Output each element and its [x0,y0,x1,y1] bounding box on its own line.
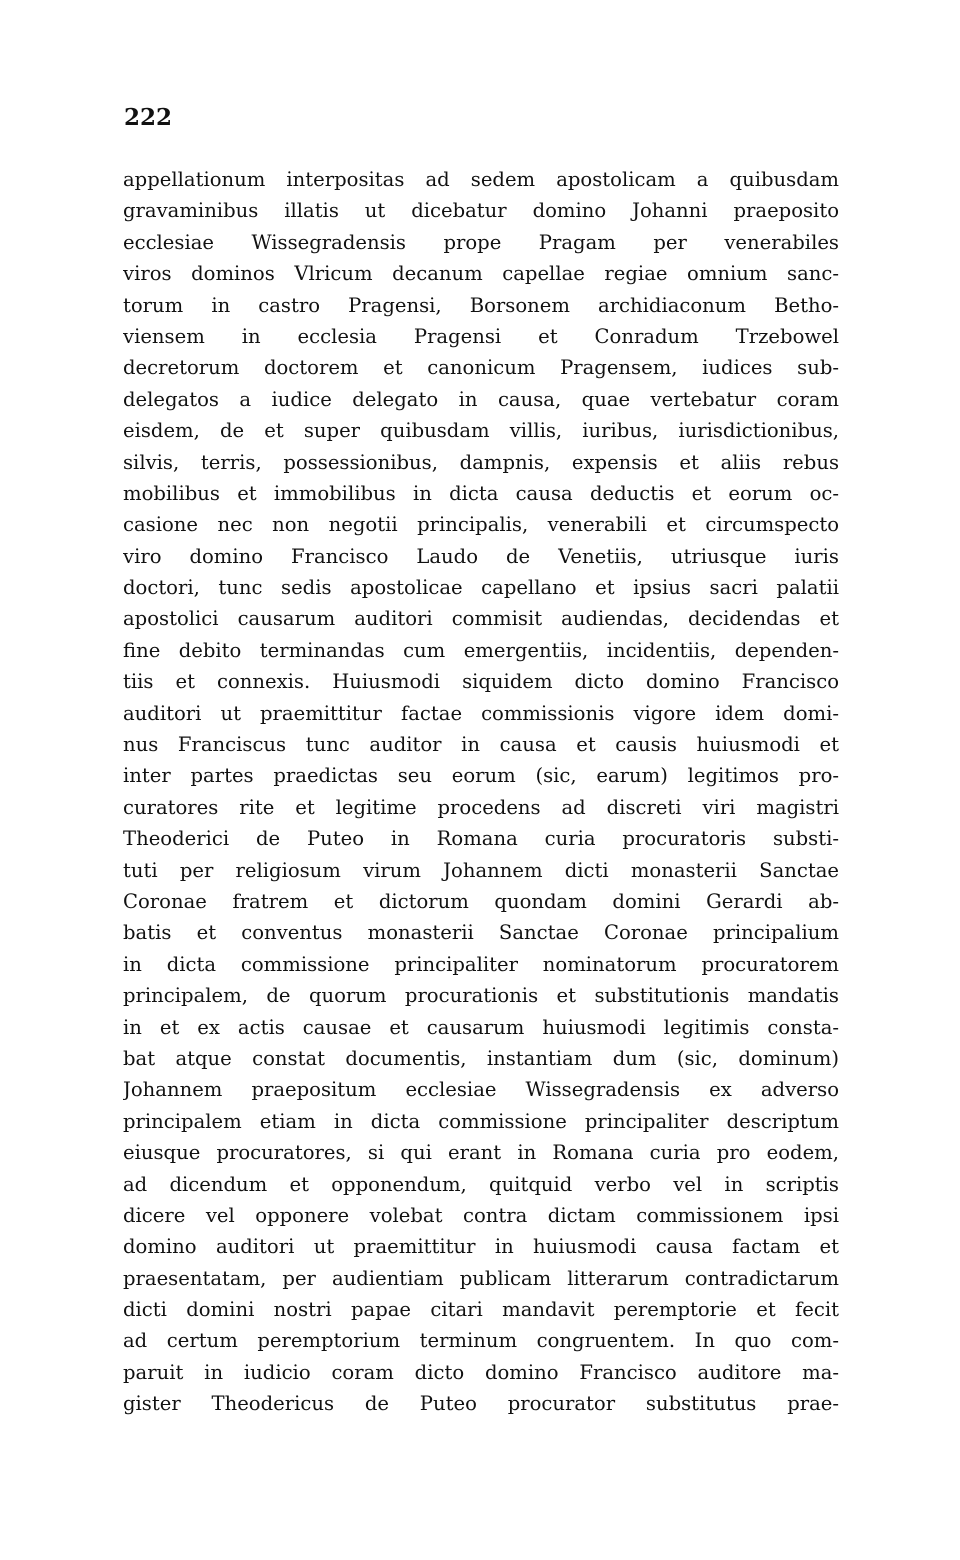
text-line: batis et conventus monasterii Sanctae Coronae principalium [123,921,839,945]
text-line: nus Franciscus tunc auditor in causa et causis huiusmodi et [123,733,839,757]
text-line: Johannem praepositum ecclesiae Wissegradensis ex adverso [123,1078,839,1102]
text-line: mobilibus et immobilibus in dicta causa deductis et eorum oc- [123,481,839,505]
text-line: dicti domini nostri papae citari mandavit peremptorie et fecit [123,1298,839,1322]
text-line: viro domino Francisco Laudo de Venetiis, utriusque iuris [123,544,839,568]
text-line: apostolici causarum auditori commisit audiendas, decidendas et [123,607,839,631]
text-line: principalem etiam in dicta commissione principaliter descriptum [123,1109,839,1133]
text-line: dicere vel opponere volebat contra dictam commissionem ipsi [123,1203,839,1227]
text-line: bat atque constat documentis, instantiam dum (sic, dominum) [123,1046,839,1070]
text-line: praesentatam, per audientiam publicam litterarum contradictarum [123,1266,839,1290]
text-line: curatores rite et legitime procedens ad discreti viri magistri [123,795,839,819]
text-line: auditori ut praemittitur factae commissionis vigore idem domi- [123,701,839,725]
text-line: ad dicendum et opponendum, quitquid verbo vel in scriptis [123,1172,839,1196]
text-line: in dicta commissione principaliter nominatorum procuratorem [123,952,839,976]
text-line: Coronae fratrem et dictorum quondam domini Gerardi ab- [123,889,839,913]
text-line: tiis et connexis. Huiusmodi siquidem dicto domino Francisco [123,670,839,694]
text-line: ad certum peremptorium terminum congruentem. In quo com- [123,1329,839,1353]
page-number: 222 [124,104,173,131]
text-line: fine debito terminandas cum emergentiis, incidentiis, dependen- [123,638,839,662]
text-line: torum in castro Pragensi, Borsonem archidiaconum Betho- [123,293,839,317]
text-line: delegatos a iudice delegato in causa, quae vertebatur coram [123,387,839,411]
text-line: in et ex actis causae et causarum huiusmodi legitimis consta- [123,1015,839,1039]
text-line: gravaminibus illatis ut dicebatur domino Johanni praeposito [123,199,839,223]
text-line: paruit in iudicio coram dicto domino Francisco auditore ma- [123,1360,839,1384]
text-line: viros dominos Vlricum decanum capellae regiae omnium sanc- [123,262,839,286]
text-line: gister Theodericus de Puteo procurator substitutus prae- [123,1392,839,1416]
text-line: eisdem, de et super quibusdam villis, iuribus, iurisdictionibus, [123,419,839,443]
text-line: decretorum doctorem et canonicum Pragensem, iudices sub- [123,356,839,380]
body-text [123,164,839,1420]
text-line: viensem in ecclesia Pragensi et Conradum Trzebowel [123,324,839,348]
text-line: doctori, tunc sedis apostolicae capellano et ipsius sacri palatii [123,576,839,600]
text-line: silvis, terris, possessionibus, dampnis, expensis et aliis rebus [123,450,839,474]
text-line: eiusque procuratores, si qui erant in Romana curia pro eodem, [123,1141,839,1165]
text-line: inter partes praedictas seu eorum (sic, earum) legitimos pro- [123,764,839,788]
text-line: ecclesiae Wissegradensis prope Pragam per venerabiles [123,230,839,254]
text-line: principalem, de quorum procurationis et substitutionis mandatis [123,984,839,1008]
text-line: appellationum interpositas ad sedem apostolicam a quibusdam [123,168,839,191]
text-line: tuti per religiosum virum Johannem dicti monasterii Sanctae [123,858,839,882]
text-line: Theoderici de Puteo in Romana curia procuratoris substi- [123,827,839,851]
text-line: casione nec non negotii principalis, venerabili et circumspecto [123,513,839,537]
text-line: domino auditori ut praemittitur in huiusmodi causa factam et [123,1235,839,1259]
